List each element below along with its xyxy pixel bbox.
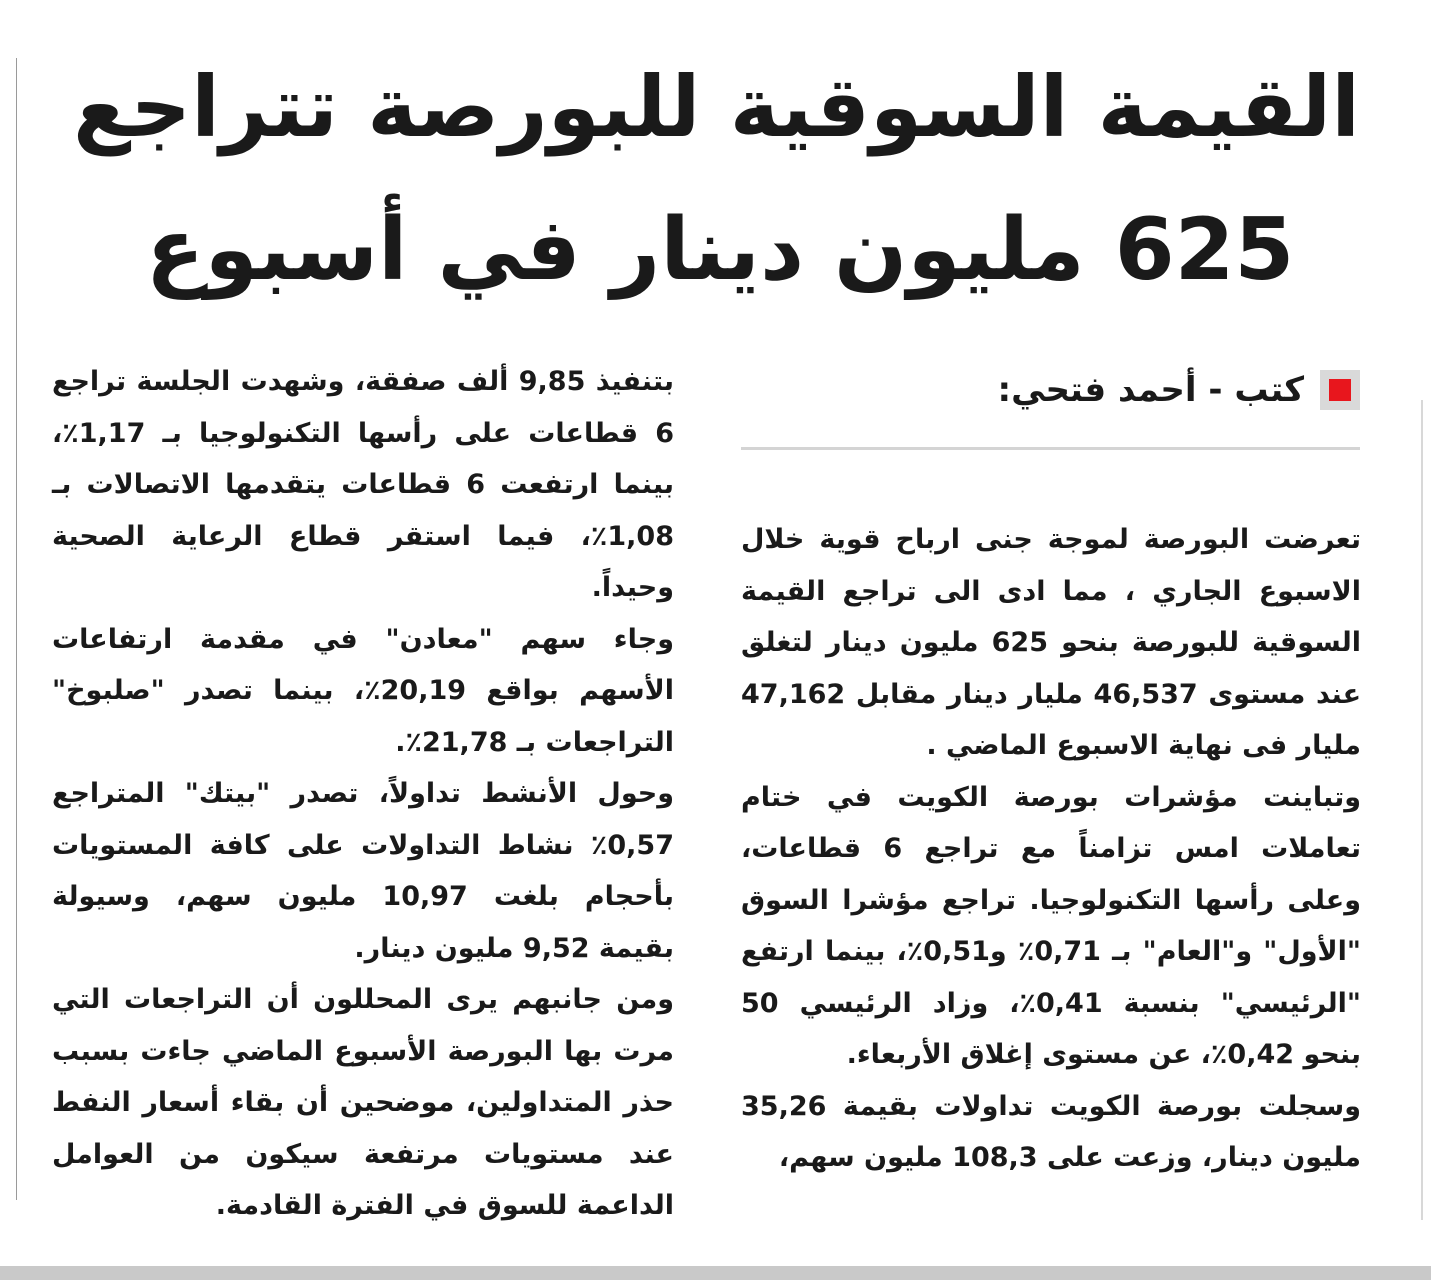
paragraph: تعرضت البورصة لموجة جنى ارباح قوية خلال الاسبوع الجاري ، مما ادى الى تراجع القيمة السوقية للبورصة بنحو 625 مليون دينار لتغلق عند مستوى 46,537 مليار دينار مقابل 47,162 مليار فى نهاية الاسبوع الماضي . bbox=[741, 524, 1362, 761]
page-left-rule bbox=[16, 58, 17, 1200]
byline-divider bbox=[741, 447, 1360, 450]
paragraph: وحول الأنشط تداولاً، تصدر "بيتك" المتراجع 0,57٪ نشاط التداولات على كافة المستويات بأحجام بلغت 10,97 مليون سهم، وسيولة بقيمة 9,52 مليون دينار. bbox=[52, 778, 674, 964]
paragraph: وتباينت مؤشرات بورصة الكويت في ختام تعاملات امس تزامناً مع تراجع 6 قطاعات، وعلى رأسها التكنولوجيا. تراجع مؤشرا السوق "الأول" و"العام" بـ 0,71٪ و0,51٪، بينما ارتفع "الرئيسي" بنسبة 0,41٪، وزاد الرئيسي 50 بنحو 0,42٪، عن مستوى إغلاق الأربعاء. bbox=[741, 781, 1361, 1070]
byline-author: كتب - أحمد فتحي: bbox=[997, 370, 1304, 410]
paragraph: وسجلت بورصة الكويت تداولات بقيمة 35,26 مليون دينار، وزعت على 108,3 مليون سهم، bbox=[741, 1090, 1361, 1173]
red-square-icon bbox=[1320, 370, 1360, 410]
paragraph: وجاء سهم "معادن" في مقدمة ارتفاعات الأسهم بواقع 20,19٪، بينما تصدر "صلبوخ" التراجعات بـ 21,78٪. bbox=[52, 623, 674, 758]
paragraph: بتنفيذ 9,85 ألف صفقة، وشهدت الجلسة تراجع 6 قطاعات على رأسها التكنولوجيا بـ 1,17٪، بينما ارتفعت 6 قطاعات يتقدمها الاتصالات بـ 1,08٪، فيما استقر قطاع الرعاية الصحية وحيداً. bbox=[52, 366, 674, 603]
headline-line-1: القيمة السوقية للبورصة تتراجع bbox=[73, 58, 1360, 156]
byline bbox=[960, 360, 1360, 420]
paragraph: ومن جانبهم يرى المحللون أن التراجعات التي مرت بها البورصة الأسبوع الماضي جاءت بسبب حذر المتداولين، موضحين أن بقاء أسعار النفط عند مستويات مرتفعة سيكون من العوامل الداعمة للسوق في الفترة القادمة. bbox=[52, 984, 674, 1221]
article-column-right bbox=[741, 514, 1361, 1184]
page-right-rule bbox=[1421, 400, 1423, 1220]
page-bottom-band bbox=[0, 1266, 1431, 1280]
article-column-left bbox=[52, 356, 674, 1232]
headline-line-2: 625 مليون دينار في أسبوع bbox=[145, 200, 1295, 300]
